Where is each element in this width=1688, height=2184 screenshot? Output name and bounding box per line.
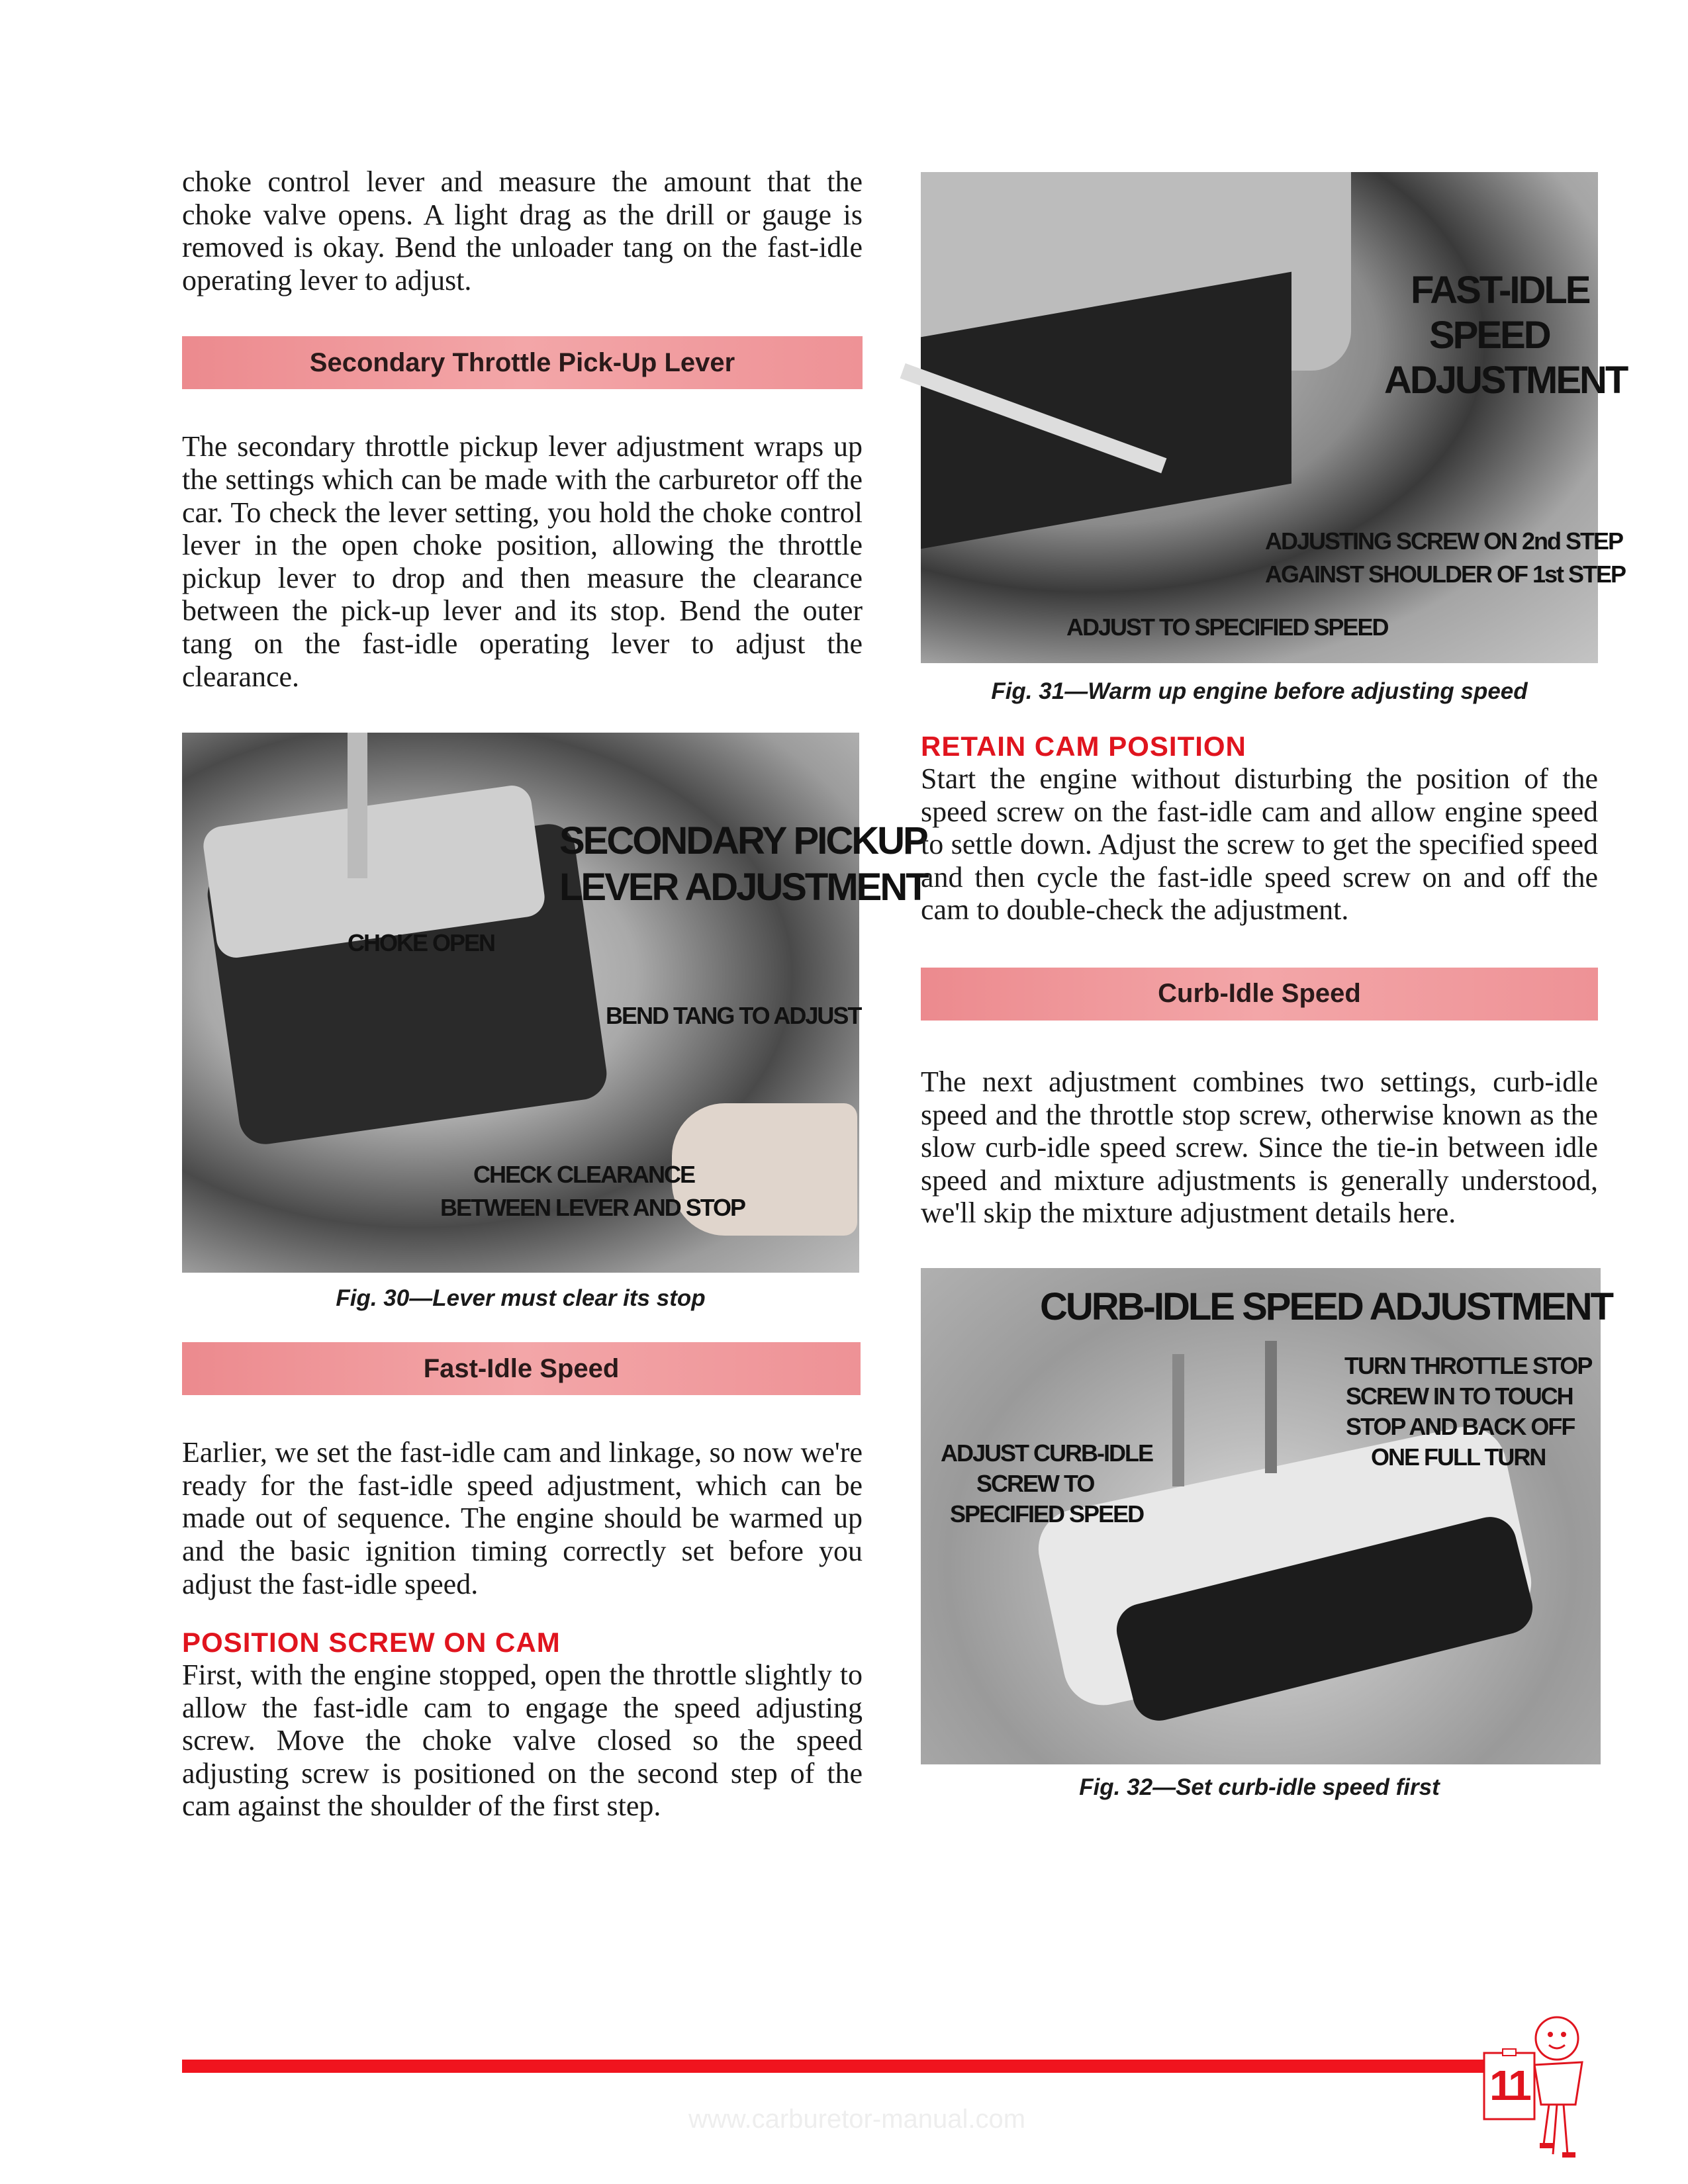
section-title: Fast-Idle Speed — [423, 1353, 620, 1383]
fig31-title-3: ADJUSTMENT — [1384, 359, 1627, 402]
fig31-label-screw-1: ADJUSTING SCREW ON 2nd STEP — [1265, 527, 1623, 555]
figure-31-caption: Fig. 31—Warm up engine before adjusting speed — [991, 678, 1528, 704]
paragraph-position-screw: First, with the engine stopped, open the throttle slightly to allow the fast-idle cam to engage the speed adjusting screw. Move the choke valve closed so the speed adjusting screw is positioned on the second step of the cam against the shoulder of the first step. — [182, 1659, 863, 1823]
fig32-label-adjust-3: SPECIFIED SPEED — [950, 1500, 1144, 1527]
fig31-label-adjust: ADJUST TO SPECIFIED SPEED — [1066, 614, 1388, 641]
figure-31-photo — [921, 172, 1627, 663]
paragraph-choke-unloader: choke control lever and measure the amount that the choke valve opens. A light drag as the drill or gauge is removed is okay. Bend the unloader tang on the fast-idle operating lever to adjust. — [182, 165, 863, 296]
paragraph-secondary-throttle: The secondary throttle pickup lever adjustment wraps up the settings which can be made with the carburetor off the car. To check the lever setting, you hold the choke control lever in the open choke position, allowing the throttle pickup lever to drop and then measure the clearance between the pick-up lever and its stop. Bend the outer tang on the fast-idle operating lever to adjust the clearance. — [182, 430, 863, 693]
figure-30-photo — [182, 733, 927, 1273]
fig30-label-choke-open: CHOKE OPEN — [348, 929, 495, 957]
subheading-retain-cam: RETAIN CAM POSITION — [921, 731, 1246, 762]
paragraph-retain-cam: Start the engine without disturbing the position of the speed screw on the fast-idle cam and allow engine speed to settle down. Adjust the screw to get the specified speed and then cycle the fast-idle speed screw on and off the cam to double-check the adjustment. — [921, 762, 1598, 927]
fig32-label-turn-3: STOP AND BACK OFF — [1346, 1412, 1575, 1440]
section-header-fast-idle — [182, 1342, 861, 1395]
right-column — [921, 172, 1627, 1801]
fig32-label-turn-4: ONE FULL TURN — [1371, 1443, 1546, 1471]
fig30-title-2: LEVER ADJUSTMENT — [559, 866, 927, 909]
figure-32-photo — [921, 1268, 1613, 1764]
fig32-title: CURB-IDLE SPEED ADJUSTMENT — [1040, 1285, 1613, 1328]
fig30-title-1: SECONDARY PICKUP — [559, 819, 927, 863]
page-number: 11 — [1489, 2062, 1529, 2109]
section-header-curb-idle — [921, 968, 1598, 1021]
vent-tube-shape — [348, 733, 367, 878]
figure-30-caption: Fig. 30—Lever must clear its stop — [336, 1285, 706, 1312]
mascot-page-number — [1483, 2012, 1602, 2171]
section-title: Secondary Throttle Pick-Up Lever — [309, 347, 735, 377]
section-title: Curb-Idle Speed — [1158, 979, 1361, 1009]
left-column — [182, 165, 927, 1823]
footer-rule — [182, 2060, 1489, 2073]
fig32-label-turn-1: TURN THROTTLE STOP — [1344, 1351, 1592, 1379]
fig32-label-adjust-2: SCREW TO — [976, 1469, 1094, 1497]
vent-tube-shape — [1172, 1354, 1184, 1486]
section-header-secondary-throttle — [182, 336, 863, 389]
watermark: www.carburetor-manual.com — [688, 2105, 1026, 2134]
paragraph-curb-idle: The next adjustment combines two settings, curb-idle speed and the throttle stop screw, otherwise known as the slow curb-idle speed screw. Since the tie-in between idle speed and mixture adjustments is generally understood, we'll skip the mixture adjustment details here. — [921, 1065, 1598, 1230]
fig30-label-check-1: CHECK CLEARANCE — [473, 1161, 695, 1189]
fig31-label-screw-2: AGAINST SHOULDER OF 1st STEP — [1265, 561, 1626, 588]
subheading-position-screw: POSITION SCREW ON CAM — [182, 1627, 561, 1659]
fig31-title-2: SPEED — [1429, 314, 1550, 357]
fig30-label-bend-tang: BEND TANG TO ADJUST — [606, 1002, 861, 1030]
fig32-label-turn-2: SCREW IN TO TOUCH — [1346, 1382, 1573, 1410]
fig30-label-check-2: BETWEEN LEVER AND STOP — [440, 1194, 745, 1222]
fig31-title-1: FAST-IDLE — [1411, 269, 1589, 312]
vent-tube-shape — [1265, 1341, 1277, 1473]
fig32-label-adjust-1: ADJUST CURB-IDLE — [941, 1439, 1153, 1467]
figure-32-caption: Fig. 32—Set curb-idle speed first — [1079, 1774, 1440, 1800]
paragraph-fast-idle: Earlier, we set the fast-idle cam and linkage, so now we're ready for the fast-idle speed adjustment, which can be made out of sequence. The engine should be warmed up and the basic ignition timing correctly set before you adjust the fast-idle speed. — [182, 1436, 863, 1600]
